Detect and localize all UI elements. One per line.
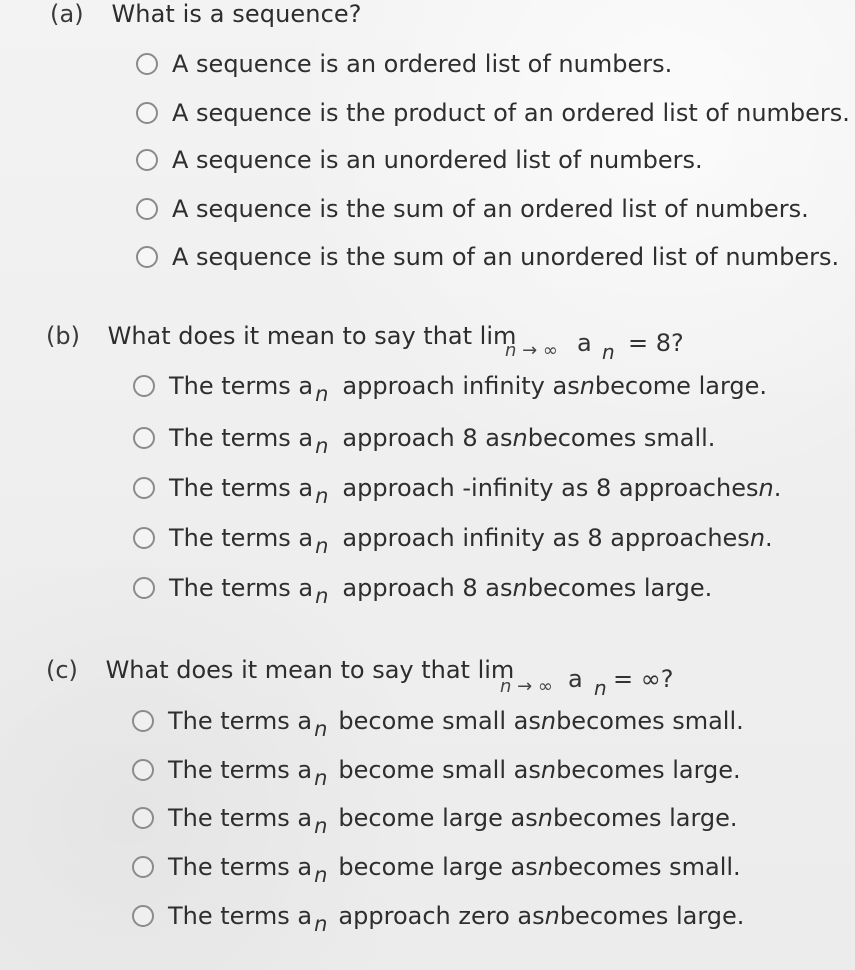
question-a-option-4[interactable] [136,192,809,226]
question-c-option-1-sub: n [314,717,328,741]
question-b-option-4[interactable] [133,521,773,558]
question-a-option-1[interactable] [136,47,672,81]
question-b-option-4-suffix-2: . [765,524,773,552]
question-c-option-1-suffix-1: become small as [338,707,541,735]
question-b-option-3-suffix-2: . [773,474,782,502]
question-c-option-3-suffix-italic: n [537,804,553,832]
question-a-option-5[interactable] [136,240,839,274]
question-a-option-3-label: A sequence is an unordered list of numbers. [172,146,703,174]
radio-icon[interactable] [136,246,158,268]
question-b-option-1-sub: n [315,382,329,406]
question-b-limit-suffix: = 8? [628,329,684,357]
question-b-option-2-suffix-2: becomes small. [527,424,716,452]
question-b-limit-sub: n [602,340,615,364]
question-b-header [46,322,516,350]
question-b-option-4-suffix-italic: n [749,524,766,552]
question-b-option-3-sub: n [315,484,329,508]
question-c-limit-suffix: = ∞? [613,665,674,693]
question-c-limit-sub: n [594,676,607,700]
question-a-option-2[interactable] [136,96,850,130]
question-b-option-1-suffix-1: approach infinity as [342,372,580,400]
question-c-option-1-suffix-2: becomes small. [556,707,744,735]
question-c-option-3-suffix-1: become large as [338,804,538,832]
question-c-option-4-sub: n [314,863,328,887]
question-c-option-4-prefix: The terms a [168,853,313,881]
question-c-option-4[interactable] [132,850,741,887]
question-c-tag: (c) [46,656,78,684]
question-c-option-1-suffix-italic: n [540,707,557,735]
question-b-option-5-prefix: The terms a [169,574,314,602]
question-b-option-5-suffix-1: approach 8 as [342,574,513,602]
question-b-option-3[interactable] [133,471,782,508]
radio-icon[interactable] [133,527,155,549]
question-b-option-1-suffix-2: become large. [594,372,768,400]
radio-icon[interactable] [136,53,158,75]
question-c-option-5-suffix-2: becomes large. [559,902,745,930]
question-b-option-5[interactable] [133,571,713,608]
question-a-option-2-label: A sequence is the product of an ordered list of numbers. [172,99,850,127]
question-c-option-2-suffix-2: becomes large. [556,756,741,784]
question-c-option-5[interactable] [132,899,745,936]
radio-icon[interactable] [132,710,154,732]
question-a-prompt: What is a sequence? [111,0,362,28]
question-c-option-3-prefix: The terms a [168,804,313,832]
question-b-option-3-prefix: The terms a [169,474,314,502]
radio-icon[interactable] [132,856,154,878]
question-a-option-3[interactable] [136,143,703,177]
question-b-option-5-sub: n [315,584,329,608]
question-b-tag: (b) [46,322,80,350]
question-c-limit-term: a [568,665,583,693]
question-a-option-4-label: A sequence is the sum of an ordered list of numbers. [172,195,809,223]
radio-icon[interactable] [133,427,155,449]
question-c-option-2-suffix-1: become small as [338,756,541,784]
question-b-option-4-suffix-1: approach infinity as 8 approaches [342,524,750,552]
question-b-option-3-suffix-italic: n [758,474,774,502]
question-b-option-4-sub: n [315,534,329,558]
question-b-option-1-prefix: The terms a [169,372,314,400]
question-b-option-5-suffix-italic: n [512,574,528,602]
question-c-option-4-suffix-2: becomes small. [552,853,741,881]
question-c-option-5-suffix-1: approach zero as [338,902,545,930]
radio-icon[interactable] [133,477,155,499]
question-b-option-2-prefix: The terms a [169,424,314,452]
question-c-option-2-prefix: The terms a [168,756,313,784]
question-a-option-5-label: A sequence is the sum of an unordered list of numbers. [172,243,840,271]
question-b-option-2[interactable] [133,421,716,458]
question-c-option-3-sub: n [314,814,328,838]
radio-icon[interactable] [132,807,154,829]
question-c-option-5-sub: n [314,912,328,936]
question-b-option-2-sub: n [315,434,329,458]
question-c-option-5-prefix: The terms a [168,902,313,930]
radio-icon[interactable] [132,759,154,781]
question-c-option-2[interactable] [132,753,741,790]
question-c-option-5-suffix-italic: n [544,902,560,930]
question-b-limit-term: a [577,329,592,357]
question-b-option-1-suffix-italic: n [579,372,595,400]
question-b-option-1[interactable] [133,369,768,406]
question-b-option-2-suffix-1: approach 8 as [342,424,513,452]
question-c-option-2-sub: n [314,766,328,790]
question-c-option-3[interactable] [132,801,738,838]
radio-icon[interactable] [136,102,158,124]
question-b-prompt-prefix: What does it mean to say that lim [107,322,517,350]
question-c-option-4-suffix-italic: n [537,853,553,881]
question-a-header [50,0,362,28]
question-a-tag: (a) [50,0,84,28]
question-b-limit-under: n → ∞ [505,340,558,361]
radio-icon[interactable] [133,577,155,599]
question-c-limit-under: n → ∞ [500,676,553,697]
question-c-option-1-prefix: The terms a [168,707,313,735]
question-c-option-4-suffix-1: become large as [338,853,538,881]
radio-icon[interactable] [136,149,158,171]
question-b-option-2-suffix-italic: n [512,424,528,452]
question-c-option-2-suffix-italic: n [540,756,557,784]
question-b-option-3-suffix-1: approach -infinity as 8 approaches [342,474,759,502]
question-b-option-4-prefix: The terms a [169,524,314,552]
question-c-option-3-suffix-2: becomes large. [552,804,738,832]
radio-icon[interactable] [133,375,155,397]
question-b-option-5-suffix-2: becomes large. [527,574,713,602]
radio-icon[interactable] [136,198,158,220]
question-c-prompt-prefix: What does it mean to say that lim [105,656,515,684]
radio-icon[interactable] [132,905,154,927]
question-a-option-1-label: A sequence is an ordered list of numbers. [172,50,673,78]
question-c-header [46,656,514,684]
question-c-option-1[interactable] [132,704,744,741]
